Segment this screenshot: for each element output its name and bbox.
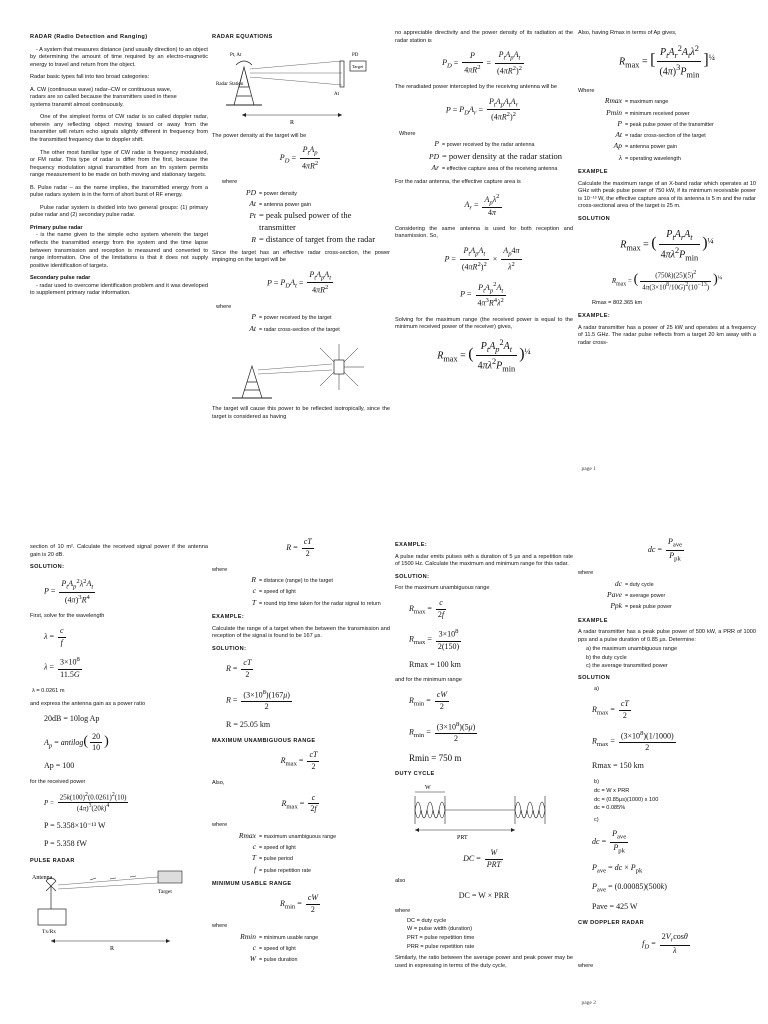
def-ap-symbol-2: Ap [613,141,622,151]
rmax-formula-2: $R_{max}$ = $\frac{c}{2f}$ [281,792,317,814]
fig-antenna-label: Antenna [32,875,53,882]
part-a-step-1: $R_{max}$ = $\frac{cT}{2}$ [592,699,629,720]
capture-area-equation: $A_r$ = $\frac{A_p\lambda^2}{4\pi}$ [464,192,500,218]
def-ar-symbol: Ar [431,163,439,173]
def-t-text-2: = pulse period [259,856,294,863]
where-label-8: where [395,908,411,915]
reradiated-text: The reradiated power intercepted by the receiving antenna will be [395,84,558,91]
example-2-text: A radar transmitter has a power of 25 kW and operates at a frequency of 11.5 GHz. The radar pulse reflects from a target 20 km away with a radar cross- [578,324,756,346]
cw-radar-line-a: A. CW (continuous wave) radar–CW or continuous wave, [30,86,172,93]
part-a-result: Rmax = 150 km [592,760,644,770]
example-4-text: A pulse radar emits pulses with a duration of 5 μs and a repetition rate of 1500 Hz. Calculate the maximum and minimum range for this radar. [395,553,573,568]
where-label-9: where [578,570,594,577]
def-pd-symbol: PD [246,187,256,197]
min-usable-range-heading: MINIMUM USABLE RANGE [212,880,292,887]
def-c-text-3: = speed of light [259,945,296,952]
fig-target-label-2: Target [158,889,172,896]
radiation-density-text: no appreciable directivity and the power density of its radiation at the radar station is [395,30,573,44]
secondary-pulse-heading: Secondary pulse radar [30,275,91,282]
doppler-radar-text: One of the simplest forms of CW radar is so called doppler radar, wherein any reflecting object moving toward or away from the transmitter will return echo signals slightly different in frequency from the transmitted frequency due to doppler shift. [30,114,208,144]
def-ar-text: = effective capture area of the receiving antenna [442,166,558,173]
def-w: W = pulse width (duration) [407,926,473,933]
def-prt: PRT = pulse repetition time [407,935,475,942]
where-label-3: Where [399,130,416,137]
fig-at-label: At [334,91,339,97]
fig-pt-label: Pt, At [230,52,242,58]
part-b-label: b) [594,778,599,785]
rmax-result: Rmax = 100 km [409,659,461,669]
radar-definition: - A system that measures distance (and usually direction) to an object by determining the amount of time required by an electro-magnetic energy to travel and return from the object. [30,46,208,68]
fig-pd-label: PD [352,52,359,58]
def-dc-text: = duty cycle [625,581,654,588]
duty-cycle-heading: DUTY CYCLE [395,770,435,777]
gain-antilog-equation: $A_p$ = antilog( $\frac{20}{10}$ ) [44,731,109,753]
solution-1-equation-a: $R_{max}$ = ( $\frac{P_tA_rA_t}{4\pi\lambda^2P_{min}}$ )$^{\frac{1}{4}}$ [620,229,714,262]
def-t-symbol-2: T [251,853,256,863]
page-number-2: page 2 [581,1000,596,1006]
also-label-2: also [395,878,406,885]
pulse-train-figure [395,782,565,842]
isotropic-reflection-figure [212,338,382,400]
def-rmax-symbol: Rmax [604,96,622,106]
capture-area-text: For the radar antenna, the effective capture area is [395,179,521,186]
same-antenna-text: Considering the same antenna is used for both reception and transmission. So, [395,225,573,240]
received-power-formula: P = $\frac{P_tA_p^2\lambda^2A_t}{(4\pi)^3R^4}$ [44,577,94,605]
example-3-text: Calculate the range of a target when the between the transmission and reception of the signal is found to be 167 μs. [212,625,390,640]
page-2 [0,512,768,1024]
def-lambda-text: = operating wavelength [625,155,681,162]
def-pt-symbol: Pt [249,211,256,221]
part-c-step-3: $P_{ave} = (0.00085)(500k)$ [592,882,667,894]
question-c: c) the average transmitted power [586,663,668,670]
example-heading-1: EXAMPLE [578,169,608,175]
received-power-equation-2: P = $\frac{P_tA_p^2A_t}{4\pi^3R^4\lambda^2}$ [460,281,504,308]
solution-heading-2: SOLUTION: [30,564,65,571]
example-2-continued: section of 10 m². Calculate the received signal power if the antenna gain is 20 dB. [30,544,208,558]
def-c-symbol-2: c [252,841,256,851]
max-range-equation-1: $R_{max}$ = ( $\frac{P_tA_p^2A_t}{4\pi\lambda^2P_{min}}$ )$^{\frac{1}{4}}$ [437,337,531,374]
gain-db-equation: 20dB = 10log Ap [44,713,100,723]
range-solution-result: R = 25.05 km [226,720,271,730]
radar-equations-heading: RADAR EQUATIONS [212,34,273,40]
fig-prt-label: PRT [457,835,468,842]
def-dc: DC = duty cycle [407,917,447,924]
def-c-symbol-3: c [252,942,256,952]
max-unambiguous-range-heading: MAXIMUM UNAMBIGUOUS RANGE [212,737,316,744]
doppler-formula: $f_D$ = $\frac{2V_r\cos\theta}{\lambda}$ [642,932,688,955]
target-power-equation: $P = P_DA_t$ = $\frac{P_tA_pA_t}{4\pi R^2}$ [266,269,332,296]
question-b: b) the duty cycle [586,654,627,661]
part-a-label: a) [594,686,599,693]
def-pd-text-2: = power density at the radar station [442,150,562,161]
radar-station-target-figure [212,47,382,127]
part-c-label: c) [594,816,599,823]
dc-power-formula: dc = $\frac{P_{ave}}{P_{pk}}$ [647,537,683,563]
power-ratio-text: Similarly, the ratio between the average power and peak power may be used in expressing in terms of the duty cycle, [395,955,573,969]
def-rmin-text: = minimum usable range [259,934,319,941]
def-ap-symbol: At [249,198,256,208]
document-title: RADAR (Radio Detection and Ranging) [30,34,148,40]
def-rmax-text-2: = maximum unambiguous range [259,833,337,840]
where-label-10: where [578,963,594,970]
min-range-label: and for the minimum range [395,677,462,684]
def-c-text: = speed of light [259,589,296,596]
where-label-6: where [212,822,228,829]
secondary-pulse-text: - radar used to overcome identification problem and it was developed to supplement primary radar information. [30,282,208,297]
part-a-step-2: $R_{max}$ = $\frac{(3\times 10^8)(1/1000)}{2}$ [592,729,674,753]
part-c-step-2: $P_{ave}$ = dc × $P_{pk}$ [592,862,643,875]
rmin-step-2: $R_{min}$ = $\frac{(3\times 10^8)(5\mu)}{2}$ [409,720,476,743]
def-c-symbol: c [252,586,256,596]
p1-column-3 [395,30,573,460]
wavelength-formula: λ = $\frac{c}{f}$ [44,625,64,647]
def-ppk-symbol: Ppk [610,601,622,611]
def-at-text-2: = radar cross-section of the target [625,133,706,140]
power-density-equation: $P_D$ = $\frac{P_tA_p}{4\pi R^2}$ [279,145,319,171]
p1-column-1 [30,30,208,460]
solve-wavelength-text: First, solve for the wavelength [30,613,105,620]
pulse-radar-figure [30,869,200,951]
cw-radar-line-c: systems transmit almost continuously. [30,101,124,108]
example-heading-4: EXAMPLE: [395,542,428,548]
received-power-result-1: P = 5.358×10⁻¹³ W [44,821,106,831]
rmin-result: Rmin = 750 m [409,752,462,763]
range-solution-2: R = $\frac{(3\times 10^8)(167\mu)}{2}$ [226,688,290,712]
wavelength-substitution: λ = $\frac{3\times 10^8}{11.5G}$ [44,656,80,679]
def-t-text: = round trip time taken for the radar signal to return [259,600,381,607]
p1-column-4 [578,30,756,460]
def-dc-symbol: dc [614,578,622,588]
rmin-step-1: $R_{min}$ = $\frac{cW}{2}$ [409,689,447,711]
radar-types-intro: Radar basic types fall into two broad categories: [30,74,150,81]
def-r-text: = distance of target from the radar [259,234,376,245]
gain-ratio-text: and express the antenna gain as a power ratio [30,701,146,708]
received-power-result-2: P = 5.358 fW [44,838,87,848]
def-lambda-symbol: λ [618,152,622,162]
fm-radar-text: The other most familiar type of CW radar is frequency modulated, or FM radar. This type of radar is differ from the first, because the frequency modulation signal transmitted from an fm system permits range measurement to be made on both moving and stationary targets. [30,149,208,179]
where-label-4: Where [578,87,595,94]
part-b-step-1: dc = W x PRR [594,788,630,795]
def-p-text-2: = power received by the radar antenna [442,142,535,149]
reflection-text: The target will cause this power to be reflected isotropically, since the target is considered as having [212,405,390,420]
def-pave-text: = average power [625,593,666,600]
solution-heading-5: SOLUTION [578,674,611,681]
def-pt-text: = peak pulsed power of the transmitter [259,210,352,232]
cw-doppler-heading: CW DOPPLER RADAR [578,919,645,926]
primary-pulse-text: - is the name given to the simple echo system wherein the target reflects the transmitted energy from the system and the time lapse between transmission and reception is measured and converted to range information. One of the limitations is that it does not supply positive identification of targets. [30,232,208,269]
fig-r-label: R [290,119,295,126]
where-label-7: where [212,923,228,930]
example-5-text: A radar transmitter has a peak pulse power of 500 kW, a PRR of 1000 pps and a pulse duration of 0.85 μs. Determine: [578,629,756,643]
def-f-symbol: f [253,864,256,874]
wavelength-result: λ = 0.0261 m [32,687,65,694]
also-having-text: Also, having Rmax in terms of Ap gives, [578,30,677,36]
p2-column-2 [212,532,390,1010]
def-t-symbol: T [251,597,256,607]
duty-cycle-formula-2: DC = W × PRR [458,890,510,900]
def-ppk-text: = peak pulse power [625,604,672,611]
solution-heading-3: SOLUTION: [212,645,247,652]
def-rmax-text: = maximum range [625,99,669,106]
max-range-equation-2: $R_{max}$ = [ $\frac{P_tA_r^2A_t\lambda^2}{(4\pi)^3P_{min}}$ ]$^{\frac{1}{4}}$ [619,43,715,80]
solution-1-equation-b: $R_{max}$ = ( $\frac{(750k)(25)(5)^2}{4\pi(3\times 10^8/10G)^2(10^{-13})}$ )$^{\frac{1}{4}}$ [611,270,723,292]
def-rmax-symbol-2: Rmax [238,830,256,840]
intercepted-power-equation: $P = P_DA_r$ = $\frac{P_tA_pA_tA_r}{(4\pi R^2)^2}$ [445,96,519,122]
def-at-text: = radar cross-section of the target [259,326,340,333]
p2-column-1 [30,532,208,1010]
def-p-text-3: = peak pulse power of the transmitter [625,121,714,128]
rmax-formula-1: $R_{max}$ = $\frac{cT}{2}$ [280,750,318,772]
def-at-symbol-2: At [615,130,622,140]
def-pd-text: = power density [259,190,297,197]
cw-radar-line-b: radars are so called because the transmitters used in these [30,94,177,101]
def-r-symbol: R [251,235,256,245]
primary-pulse-heading: Primary pulse radar [30,224,83,231]
solution-1-result: Rmax = 802.365 km [592,299,643,306]
def-p-text: = power received by the target [259,315,332,322]
where-label-5: where [212,566,228,573]
duty-cycle-formula-1: DC = $\frac{W}{\text{PRT}}$ [463,848,501,870]
def-r-text-2: = distance (range) to the target [259,578,333,585]
def-pmin-text: = minimum received power [625,110,690,117]
fig-range-label: R [110,946,115,952]
def-at-symbol: At [249,323,256,333]
rmax-step-2: $R_{max}$ = $\frac{3\times 10^8}{2(150)}$ [409,628,460,651]
where-label-1: where [222,179,238,186]
def-rmin-symbol: Rmin [240,931,256,941]
def-pmin-symbol: Pmin [606,107,622,117]
fig-target-label: Target [352,63,364,69]
def-f-text: = pulse repetition rate [259,867,311,874]
solution-heading-4: SOLUTION: [395,573,430,580]
def-w-symbol: W [249,954,256,964]
def-r-symbol-2: R [251,575,256,585]
p1-column-2 [212,30,390,460]
def-p-symbol-2: P [434,139,439,149]
gain-result: Ap = 100 [44,761,75,771]
range-formula: R = $\frac{cT}{2}$ [286,537,312,558]
example-heading-3: EXAMPLE: [212,614,245,621]
fig-station-label: Radar Station [216,81,244,87]
station-density-equation: $P_D$ = $\frac{P}{4\pi R^2}$ = $\frac{P_tA_pA_t}{(4\pi R^2)^2}$ [442,50,522,76]
power-density-text: The power density at the target will be [212,132,307,139]
rmin-formula: $R_{min}$ = $\frac{cW}{2}$ [280,893,318,915]
def-p-symbol-3: P [617,118,622,128]
fig-w-label: W [425,785,431,792]
range-solution-1: R = $\frac{cT}{2}$ [226,658,252,680]
def-c-text-2: = speed of light [259,844,296,851]
where-label-2: where [216,303,232,310]
pulse-radar-heading: PULSE RADAR [30,857,75,864]
solving-max-range-text: Solving for the maximum range (the received power is equal to the minimum received power of the receiver) gives, [395,316,573,331]
p2-column-3 [395,532,573,1010]
def-p-symbol: P [251,312,256,322]
also-label-1: Also, [212,780,225,786]
example-heading-5: EXAMPLE [578,617,608,624]
def-w-text: = pulse duration [259,957,298,964]
part-b-step-3: dc = 0.085% [594,805,626,812]
max-range-label: For the maximum unambiguous range [395,585,490,592]
def-prr: PRR = pulse repetition rate [407,943,475,950]
example-heading-2: EXAMPLE: [578,313,611,320]
cross-section-text: Since the target has an effective radar cross-section, the power impinging on the target will be [212,249,390,264]
pulse-groups-text: Pulse radar system is divided into two general groups: (1) primary pulse radar and (2) secondary pulse radar. [30,204,208,219]
received-power-substitution: P = $\frac{25k(100)^2(0.0261)^2(10)}{(4\pi)^3(20k)^4}$ [44,791,127,813]
def-ap-text-2: = antenna power gain [625,144,678,151]
solution-heading-1: SOLUTION [578,215,611,222]
def-ap-text: = antenna power gain [259,201,312,208]
received-power-text: for the received power [30,779,86,786]
page-number-1: page 1 [581,466,596,472]
def-pave-symbol: Pave [607,590,622,600]
rmax-step-1: $R_{max}$ = $\frac{c}{2f}$ [409,597,445,619]
part-b-step-2: dc = (0.85μs)(1000) x 100 [594,796,659,803]
fig-txrx-label: Tx/Rx [42,929,57,936]
received-power-equation-1: P = $\frac{P_tA_pA_t}{(4\pi R^2)^2}$ × $\frac{A_p4\pi}{\lambda^2}$ [444,246,520,272]
pulse-radar-text: B. Pulse radar – as the name implies, the transmitted energy from a pulse radars system is in the form of short burst of RF energy. [30,184,208,199]
part-c-step-1: dc = $\frac{P_{ave}}{P_{pk}}$ [592,829,627,855]
def-pd-symbol-2: PD [429,151,439,161]
example-1-text: Calculate the maximum range of an X-band radar which operates at 10 GHz with peak pulse power of 750 kW, if its minimum receivable power is 10⁻¹³ W, the effective capture area of its antenna is 5 m and the radar cross-sectional area of the target is 25 m. [578,180,756,210]
part-c-result: Pave = 425 W [592,901,638,911]
question-a: a) the maximum unambiguous range [586,646,678,653]
p2-column-4 [578,532,756,1010]
